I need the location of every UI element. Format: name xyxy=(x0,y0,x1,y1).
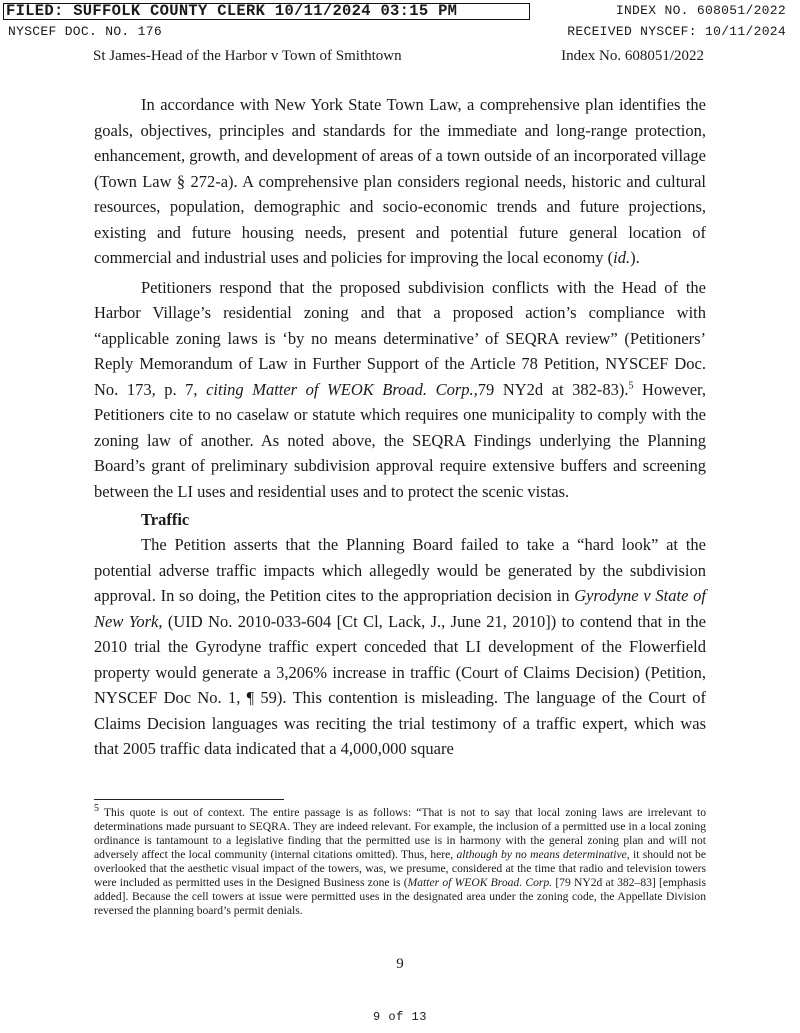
paragraph-petitioners-respond: Petitioners respond that the proposed subdivision conflicts with the Head of the Harbor Village’s residential zoning and that a proposed action’s compliance with “applicable zoning laws is ‘by no means determinative’ of SEQRA review” (Petitioners’ Reply Memorandum of Law in Further Support of the Article 78 Petition, NYSCEF Doc. No. 173, p. 7, citing Matter of WEOK Broad. Corp.,79 NY2d at 382-83).$^5$ However, Petitioners cite to no caselaw or statute which requires one municipality to comply with the zoning law of another. As noted above, the SEQRA Findings underlying the Planning Board’s grant of preliminary subdivision approval require extensive buffers and screening between the LI uses and residential uses and to protect the scenic vistas. xyxy=(94,277,706,501)
footnote-divider xyxy=(94,799,284,800)
paragraph-traffic: The Petition asserts that the Planning Board failed to take a “hard look” at the potential adverse traffic impacts which allegedly would be generated by the subdivision approval. In so doing, the Petition cites to the appropriation decision in Gyrodyne v State of New York, (UID No. 2010-033-604 [Ct Cl, Lack, J., June 21, 2010]) to contend that in the 2010 trial the Gyrodyne traffic expert conceded that LI development of the Flowerfield property would generate a 3,206% increase in traffic (Court of Claims Decision) (Petition, NYSCEF Doc No. 1, ¶ 59). This contention is misleading. The language of the Court of Claims Decision languages was reciting the trial testimony of a traffic expert, which was that 2005 traffic data indicated that a 4,000,000 square xyxy=(94,535,706,758)
footnote-ref: 5 xyxy=(628,380,634,391)
page-number: 9 xyxy=(396,956,404,972)
received-stamp: RECEIVED NYSCEF: 10/11/2024 xyxy=(567,24,786,39)
document-body xyxy=(94,92,706,762)
filed-stamp: FILED: SUFFOLK COUNTY CLERK 10/11/2024 03:15 PM xyxy=(3,3,530,20)
page-count: 9 of 13 xyxy=(373,1010,427,1024)
nyscef-doc-number: NYSCEF DOC. NO. 176 xyxy=(8,24,162,39)
case-index-number: Index No. 608051/2022 xyxy=(561,48,704,64)
case-caption: St James-Head of the Harbor v Town of Smithtown xyxy=(93,48,402,64)
footnote-5: $^5$ This quote is out of context. The entire passage is as follows: “That is not to say that local zoning laws are irrelevant to determinations made pursuant to SEQRA. They are indeed relevant. For example, the inclusion of a permitted use in a local zoning ordinance is tantamount to a legislative finding that the permitted use is in harmony with the general zoning plan and will not adversely affect the local community (internal citations omitted). Thus, here, although by no means determinative, it should not be overlooked that the aesthetic visual impact of the towers, was, we presume, considered at the time that radio and television towers were included as permitted uses in the Designed Business zone is (Matter of WEOK Broad. Corp. [79 NY2d at 382–83] [emphasis added]. Because the cell towers at issue were permitted uses in the designated area under the zoning code, the Appellate Division reversed the planning board’s permit denials. xyxy=(94,803,707,917)
section-heading-traffic: Traffic xyxy=(141,510,190,529)
index-number-stamp: INDEX NO. 608051/2022 xyxy=(615,3,786,18)
paragraph-town-law: In accordance with New York State Town Law, a comprehensive plan identifies the goals, objectives, principles and standards for the immediate and long-range protection, enhancement, growth, and development of areas of a town outside of an incorporated village (Town Law § 272-a). A comprehensive plan considers regional needs, historic and cultural resources, population, demographic and socio-economic trends and future projections, existing and future housing needs, present and potential future general location of commercial and industrial uses and policies for improving the local economy (id.). xyxy=(94,95,706,267)
